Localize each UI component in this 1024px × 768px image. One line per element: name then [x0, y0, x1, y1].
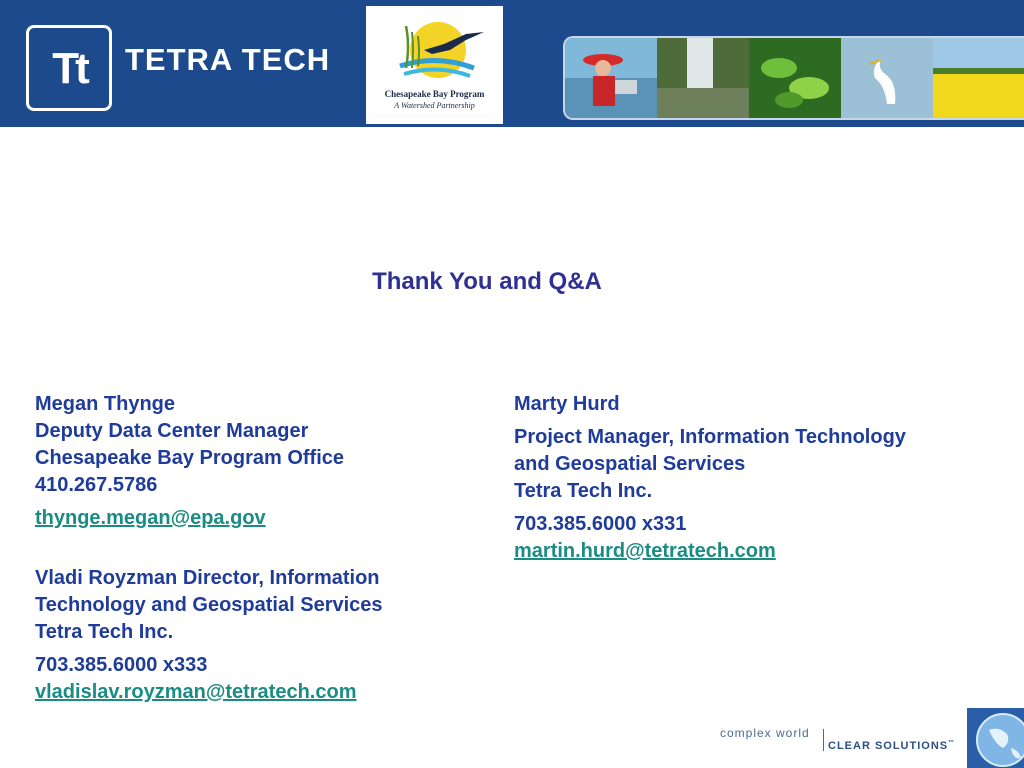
- contact-title: Project Manager, Information Technology: [514, 426, 906, 448]
- contact-phone: 410.267.5786: [35, 474, 158, 496]
- footer-slogan-right: [828, 740, 955, 752]
- partner-tagline: A Watershed Partnership: [394, 101, 475, 110]
- leaves-photo: [749, 38, 841, 118]
- tetra-tech-logo-icon: [26, 25, 112, 111]
- globe-graphic-icon: [967, 708, 1024, 768]
- company-name: TETRA TECH: [125, 42, 331, 77]
- slide-title: Thank You and Q&A: [372, 268, 602, 295]
- contact-title: and Geospatial Services: [514, 453, 746, 475]
- contact-name: Marty Hurd: [514, 393, 620, 415]
- contact-title: Deputy Data Center Manager: [35, 420, 309, 442]
- contact-organization: Tetra Tech Inc.: [514, 480, 653, 502]
- footer-slogan-left: complex world: [720, 726, 810, 740]
- contact-email-link[interactable]: vladislav.royzman@tetratech.com: [35, 681, 357, 703]
- tetra-tech-logo-mark: Tt: [52, 44, 86, 93]
- contacts-left-column: [35, 391, 485, 706]
- heron-sun-emblem-icon: [366, 6, 503, 88]
- header-banner: [0, 0, 1024, 127]
- contact-title: Technology and Geospatial Services: [35, 594, 383, 616]
- flower-field-photo: [933, 38, 1024, 118]
- contact-email-link[interactable]: thynge.megan@epa.gov: [35, 507, 266, 529]
- contact-phone: 703.385.6000 x331: [514, 513, 687, 535]
- person-with-laptop-photo: [565, 38, 657, 118]
- egret-photo: [841, 38, 933, 118]
- contact-phone: 703.385.6000 x333: [35, 654, 208, 676]
- contacts-right-column: [514, 391, 994, 565]
- contact-organization: Chesapeake Bay Program Office: [35, 447, 345, 469]
- trademark-symbol: ™: [948, 740, 956, 746]
- globe-icon: [967, 708, 1024, 768]
- contact-organization: Tetra Tech Inc.: [35, 621, 174, 643]
- contact-name-title: Vladi Royzman Director, Information: [35, 567, 380, 589]
- contact-name: Megan Thynge: [35, 393, 176, 415]
- footer-divider: [823, 729, 824, 751]
- nature-photo-strip: [563, 36, 1024, 120]
- chesapeake-bay-program-logo: [366, 6, 503, 124]
- contact-email-link[interactable]: martin.hurd@tetratech.com: [514, 540, 776, 562]
- waterfall-photo: [657, 38, 749, 118]
- footer-slogan-text: CLEAR SOLUTIONS: [828, 740, 949, 752]
- partner-name: Chesapeake Bay Program: [384, 89, 485, 99]
